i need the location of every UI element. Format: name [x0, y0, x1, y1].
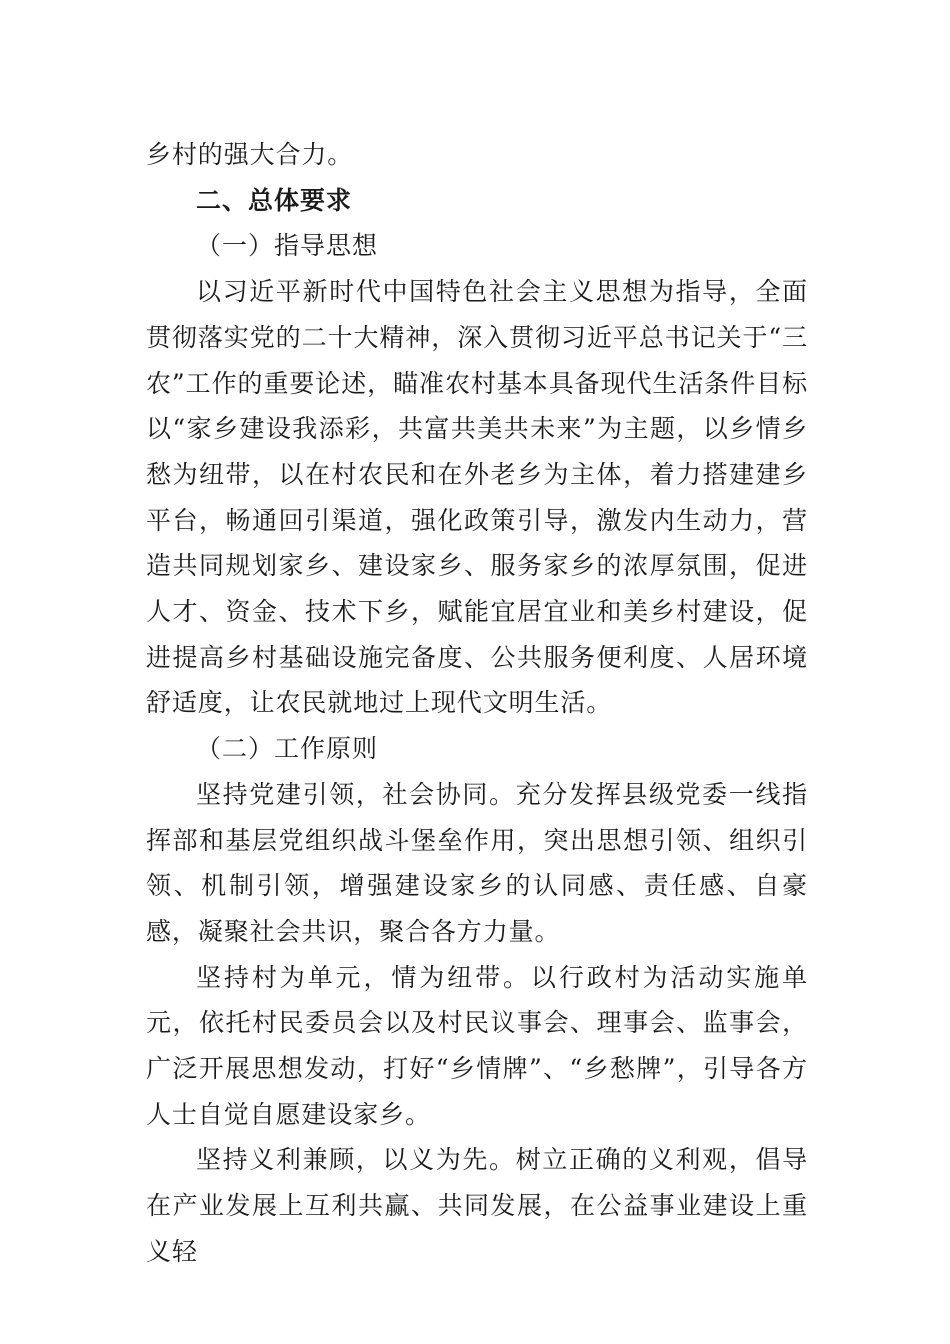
subsection-heading-guiding-ideology: （一）指导思想: [196, 231, 379, 261]
paragraph-principle-party-leadership: 坚持党建引领，社会协同。充分发挥县级党委一线指挥部和基层党组织战斗堡垒作用，突出思想引领、组织引领、机制引领，增强建设家乡的认同感、责任感、自豪感，凝聚社会共识，聚合各方力量。: [146, 779, 808, 946]
section-heading: 二、总体要求: [196, 185, 353, 215]
subsection-heading-work-principles: （二）工作原则: [196, 734, 379, 764]
paragraph-principle-righteousness: 坚持义利兼顾，以义为先。树立正确的义利观，倡导在产业发展上互利共赢、共同发展，在公益事业建设上重义轻: [146, 1145, 808, 1266]
document-body: [146, 132, 808, 1275]
paragraph-principle-village-unit: 坚持村为单元，情为纽带。以行政村为活动实施单元，依托村民委员会以及村民议事会、理事会、监事会，广泛开展思想发动，打好“乡情牌”、“乡愁牌”，引导各方人士自觉自愿建设家乡。: [146, 962, 808, 1129]
continuation-text: 乡村的强大合力。: [146, 140, 354, 169]
paragraph-guiding-ideology: 以习近平新时代中国特色社会主义思想为指导，全面贯彻落实党的二十大精神，深入贯彻习近平总书记关于“三农”工作的重要论述，瞄准农村基本具备现代生活条件目标以“家乡建设我添彩，共富共美共未来”为主题，以乡情乡愁为纽带，以在村农民和在外老乡为主体，着力搭建建乡平台，畅通回引渠道，强化政策引导，激发内生动力，营造共同规划家乡、建设家乡、服务家乡的浓厚氛围，促进人才、资金、技术下乡，赋能宜居宜业和美乡村建设，促进提高乡村基础设施完备度、公共服务便利度、人居环境舒适度，让农民就地过上现代文明生活。: [146, 277, 808, 718]
